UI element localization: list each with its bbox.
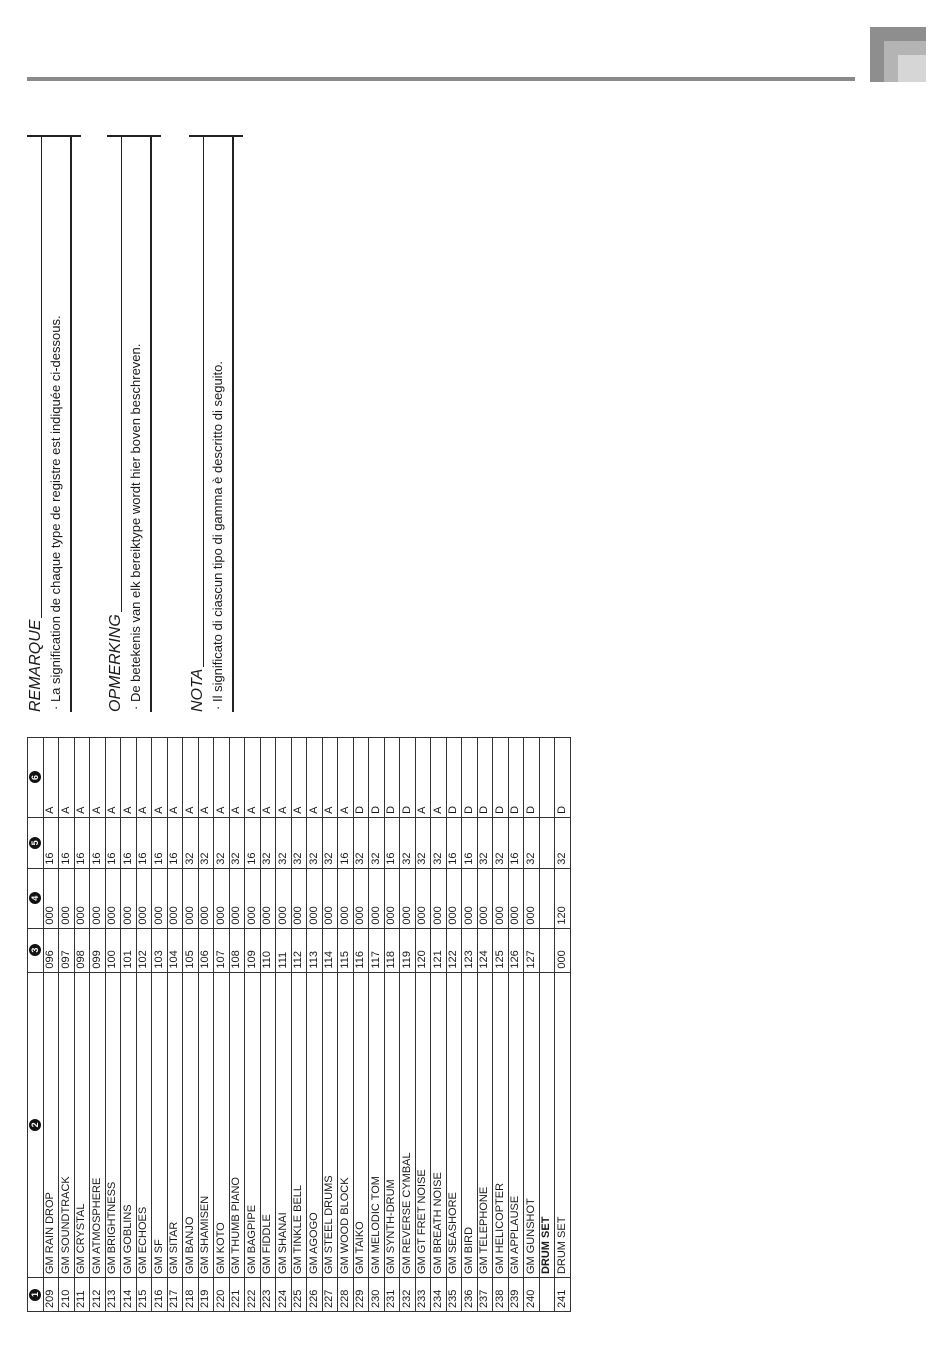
col-5-header: 5	[28, 817, 44, 868]
table-cell: 32	[400, 817, 416, 868]
table-cell: 000	[198, 868, 214, 928]
table-row	[105, 738, 121, 1312]
table-row	[121, 738, 137, 1312]
table-cell: 099	[90, 928, 106, 972]
table-cell: 000	[214, 868, 230, 928]
table-cell: 109	[245, 928, 261, 972]
table-header-row	[28, 738, 44, 1312]
table-cell: D	[384, 738, 400, 818]
table-cell: GM GUNSHOT	[524, 972, 540, 1277]
table-row	[152, 738, 168, 1312]
table-cell: 16	[121, 817, 137, 868]
note-nota: NOTA · Il significato di ciascun tipo di gamma è descritto di seguito.	[189, 135, 243, 712]
table-cell: 125	[493, 928, 509, 972]
table-cell: 16	[59, 817, 75, 868]
table-cell: 000	[353, 868, 369, 928]
table-cell: GM STEEL DRUMS	[322, 972, 338, 1277]
table-cell: 000	[276, 868, 292, 928]
table-cell: 000	[322, 868, 338, 928]
table-row	[260, 738, 276, 1312]
table-cell: A	[74, 738, 90, 818]
table-cell: 211	[74, 1278, 90, 1312]
table-cell: A	[276, 738, 292, 818]
table-row	[369, 738, 385, 1312]
table-cell: 226	[307, 1278, 323, 1312]
table-row	[400, 738, 416, 1312]
table-cell: 227	[322, 1278, 338, 1312]
table-cell: A	[183, 738, 199, 818]
table-row	[276, 738, 292, 1312]
table-cell: GM SYNTH-DRUM	[384, 972, 400, 1277]
table-cell: 115	[338, 928, 354, 972]
table-cell: 000	[183, 868, 199, 928]
table-row	[508, 738, 524, 1312]
table-cell: 209	[43, 1278, 59, 1312]
table-cell: A	[198, 738, 214, 818]
table-cell: 232	[400, 1278, 416, 1312]
table-cell: GM FIDDLE	[260, 972, 276, 1277]
table-cell: 32	[322, 817, 338, 868]
table-row	[90, 738, 106, 1312]
table-cell: 16	[508, 817, 524, 868]
table-cell: 098	[74, 928, 90, 972]
table-cell: 32	[477, 817, 493, 868]
table-cell: 000	[245, 868, 261, 928]
table-cell: 236	[462, 1278, 478, 1312]
table-cell: 16	[152, 817, 168, 868]
table-row	[167, 738, 183, 1312]
table-row	[74, 738, 90, 1312]
table-cell: 16	[167, 817, 183, 868]
table-cell: GM BANJO	[183, 972, 199, 1277]
table-cell: A	[43, 738, 59, 818]
table-cell: 000	[384, 868, 400, 928]
table-cell: 000	[229, 868, 245, 928]
table-row	[136, 738, 152, 1312]
table-cell: 237	[477, 1278, 493, 1312]
note-title: NOTA	[189, 668, 206, 712]
table-cell	[539, 738, 555, 818]
table-cell: 240	[524, 1278, 540, 1312]
table-cell: 230	[369, 1278, 385, 1312]
table-cell: A	[136, 738, 152, 818]
table-cell: A	[307, 738, 323, 818]
note-remarque: REMARQUE · La signification de chaque type de registre est indiquée ci-dessous.	[27, 135, 81, 712]
table-cell: 000	[477, 868, 493, 928]
table-cell: A	[322, 738, 338, 818]
table-cell: 000	[400, 868, 416, 928]
table-cell: A	[59, 738, 75, 818]
note-title: REMARQUE	[27, 619, 44, 712]
table-cell: 127	[524, 928, 540, 972]
table-body	[43, 738, 570, 1312]
table-cell: 126	[508, 928, 524, 972]
table-cell: D	[493, 738, 509, 818]
table-cell: A	[229, 738, 245, 818]
table-cell: 000	[152, 868, 168, 928]
table-row	[229, 738, 245, 1312]
table-cell: 16	[245, 817, 261, 868]
table-cell: 120	[415, 928, 431, 972]
table-cell: 32	[431, 817, 447, 868]
table-cell: 238	[493, 1278, 509, 1312]
section-label: DRUM SET	[539, 972, 555, 1277]
note-opmerking: OPMERKING · De betekenis van elk bereiktype wordt hier boven beschreven.	[107, 135, 161, 712]
table-cell: 241	[555, 1278, 571, 1312]
table-cell: GM MELODIC TOM	[369, 972, 385, 1277]
table-cell: 000	[167, 868, 183, 928]
table-cell: GM ECHOES	[136, 972, 152, 1277]
table-cell: GM SITAR	[167, 972, 183, 1277]
table-cell: 119	[400, 928, 416, 972]
table-cell: 000	[307, 868, 323, 928]
table-row	[555, 738, 571, 1312]
table-cell: 212	[90, 1278, 106, 1312]
note-body: Il significato di ciascun tipo di gamma è descritto di seguito.	[210, 360, 225, 703]
table-row	[338, 738, 354, 1312]
table-cell: 16	[74, 817, 90, 868]
table-cell: 221	[229, 1278, 245, 1312]
table-cell: 210	[59, 1278, 75, 1312]
table-cell: 113	[307, 928, 323, 972]
table-cell: 118	[384, 928, 400, 972]
table-cell: GM SOUNDTRACK	[59, 972, 75, 1277]
table-row	[384, 738, 400, 1312]
table-cell: 217	[167, 1278, 183, 1312]
table-row	[214, 738, 230, 1312]
col-6-header: 6	[28, 738, 44, 818]
table-cell: 32	[555, 817, 571, 868]
table-cell: 000	[59, 868, 75, 928]
table-row	[322, 738, 338, 1312]
table-row	[198, 738, 214, 1312]
table-cell: 223	[260, 1278, 276, 1312]
table-cell: D	[477, 738, 493, 818]
table-cell: 231	[384, 1278, 400, 1312]
table-cell: 32	[183, 817, 199, 868]
table-row	[43, 738, 59, 1312]
table-cell: 120	[555, 868, 571, 928]
table-cell: D	[555, 738, 571, 818]
table-cell: 000	[90, 868, 106, 928]
table-cell: 000	[431, 868, 447, 928]
table-row	[477, 738, 493, 1312]
notes-rotated	[27, 135, 247, 712]
table-cell: 000	[291, 868, 307, 928]
table-cell: D	[508, 738, 524, 818]
tone-table	[27, 737, 571, 1312]
table-cell: 16	[90, 817, 106, 868]
table-cell: A	[260, 738, 276, 818]
table-cell: 121	[431, 928, 447, 972]
table-row	[462, 738, 478, 1312]
table-cell: 000	[555, 928, 571, 972]
table-row	[59, 738, 75, 1312]
table-cell: A	[291, 738, 307, 818]
table-row	[446, 738, 462, 1312]
table-row	[524, 738, 540, 1312]
table-section-row	[539, 738, 555, 1312]
table-cell: GM RAIN DROP	[43, 972, 59, 1277]
tone-table-rotated	[27, 737, 568, 1312]
table-cell: GM TINKLE BELL	[291, 972, 307, 1277]
table-cell: 000	[369, 868, 385, 928]
table-cell	[539, 928, 555, 972]
table-cell: 214	[121, 1278, 137, 1312]
table-cell: A	[105, 738, 121, 818]
table-cell: 224	[276, 1278, 292, 1312]
table-cell: GM TAIKO	[353, 972, 369, 1277]
table-cell: GM KOTO	[214, 972, 230, 1277]
table-cell: 32	[276, 817, 292, 868]
table-cell: 102	[136, 928, 152, 972]
table-cell: A	[245, 738, 261, 818]
table-cell: GM AGOGO	[307, 972, 323, 1277]
table-cell: 32	[353, 817, 369, 868]
table-cell: 123	[462, 928, 478, 972]
table-cell: 32	[415, 817, 431, 868]
table-cell: 000	[524, 868, 540, 928]
table-cell: 103	[152, 928, 168, 972]
table-cell: 000	[446, 868, 462, 928]
corner-tab-decoration	[870, 27, 926, 82]
table-cell: 225	[291, 1278, 307, 1312]
table-row	[291, 738, 307, 1312]
col-3-header: 3	[28, 928, 44, 972]
table-cell: 219	[198, 1278, 214, 1312]
col-1-header: 1	[28, 1278, 44, 1312]
table-cell: 100	[105, 928, 121, 972]
table-cell: 222	[245, 1278, 261, 1312]
table-cell: GM GOBLINS	[121, 972, 137, 1277]
note-body: De betekenis van elk bereiktype wordt hier boven beschreven.	[128, 343, 143, 703]
table-cell: GM CRYSTAL	[74, 972, 90, 1277]
table-cell: 112	[291, 928, 307, 972]
table-cell: GM THUMB PIANO	[229, 972, 245, 1277]
table-cell: D	[524, 738, 540, 818]
table-cell: 228	[338, 1278, 354, 1312]
table-cell: GM BREATH NOISE	[431, 972, 447, 1277]
table-cell: D	[353, 738, 369, 818]
table-cell: D	[400, 738, 416, 818]
table-cell: 234	[431, 1278, 447, 1312]
table-row	[307, 738, 323, 1312]
table-cell: 32	[229, 817, 245, 868]
table-row	[183, 738, 199, 1312]
table-cell: 233	[415, 1278, 431, 1312]
table-cell: GM HELICOPTER	[493, 972, 509, 1277]
table-cell: 32	[369, 817, 385, 868]
table-cell: GM SHANAI	[276, 972, 292, 1277]
table-cell: 215	[136, 1278, 152, 1312]
table-cell: 108	[229, 928, 245, 972]
note-body: La signification de chaque type de registre est indiquée ci-dessous.	[48, 315, 63, 703]
table-cell: A	[338, 738, 354, 818]
table-cell: 32	[524, 817, 540, 868]
table-cell: 000	[136, 868, 152, 928]
table-cell: 000	[43, 868, 59, 928]
table-cell: 110	[260, 928, 276, 972]
table-cell: A	[152, 738, 168, 818]
table-cell: A	[121, 738, 137, 818]
top-rule	[27, 77, 855, 81]
table-cell: GM ATMOSPHERE	[90, 972, 106, 1277]
table-cell: 000	[415, 868, 431, 928]
table-cell: DRUM SET	[555, 972, 571, 1277]
table-cell: D	[446, 738, 462, 818]
table-cell: 124	[477, 928, 493, 972]
table-cell: 216	[152, 1278, 168, 1312]
table-cell: GM APPLAUSE	[508, 972, 524, 1277]
table-cell: 229	[353, 1278, 369, 1312]
table-cell: 213	[105, 1278, 121, 1312]
table-cell: 104	[167, 928, 183, 972]
table-cell: 117	[369, 928, 385, 972]
table-cell	[539, 868, 555, 928]
table-cell	[539, 1278, 555, 1312]
table-cell: 239	[508, 1278, 524, 1312]
table-cell: A	[90, 738, 106, 818]
table-cell: 000	[338, 868, 354, 928]
table-cell: 000	[462, 868, 478, 928]
table-cell: 096	[43, 928, 59, 972]
table-cell: 220	[214, 1278, 230, 1312]
table-cell: D	[369, 738, 385, 818]
table-cell: 122	[446, 928, 462, 972]
table-cell: A	[214, 738, 230, 818]
table-cell: GM BAGPIPE	[245, 972, 261, 1277]
table-cell: 000	[508, 868, 524, 928]
table-cell: 32	[198, 817, 214, 868]
table-cell: 105	[183, 928, 199, 972]
table-cell: 101	[121, 928, 137, 972]
table-cell: 235	[446, 1278, 462, 1312]
table-cell: 114	[322, 928, 338, 972]
note-title: OPMERKING	[107, 614, 124, 712]
table-row	[415, 738, 431, 1312]
table-cell: 16	[384, 817, 400, 868]
table-cell: 16	[105, 817, 121, 868]
table-cell: 16	[462, 817, 478, 868]
table-cell: 32	[307, 817, 323, 868]
table-row	[431, 738, 447, 1312]
table-cell: GM BRIGHTNESS	[105, 972, 121, 1277]
table-cell: 000	[493, 868, 509, 928]
table-cell: D	[462, 738, 478, 818]
table-row	[245, 738, 261, 1312]
table-row	[353, 738, 369, 1312]
table-cell: A	[167, 738, 183, 818]
table-cell: 16	[338, 817, 354, 868]
table-cell: 111	[276, 928, 292, 972]
table-cell: GM TELEPHONE	[477, 972, 493, 1277]
table-cell: 218	[183, 1278, 199, 1312]
table-cell: 32	[493, 817, 509, 868]
table-cell: 106	[198, 928, 214, 972]
table-cell: 107	[214, 928, 230, 972]
table-cell: 16	[43, 817, 59, 868]
col-4-header: 4	[28, 868, 44, 928]
table-cell: 000	[121, 868, 137, 928]
table-cell: 32	[214, 817, 230, 868]
table-cell: GM BIRD	[462, 972, 478, 1277]
table-cell: 000	[74, 868, 90, 928]
table-cell: GM WOOD BLOCK	[338, 972, 354, 1277]
table-cell: 000	[260, 868, 276, 928]
table-cell	[539, 817, 555, 868]
table-cell: A	[415, 738, 431, 818]
table-cell: 000	[105, 868, 121, 928]
table-cell: GM GT FRET NOISE	[415, 972, 431, 1277]
table-cell: A	[431, 738, 447, 818]
table-cell: 116	[353, 928, 369, 972]
table-cell: GM SF	[152, 972, 168, 1277]
table-cell: 16	[446, 817, 462, 868]
table-cell: GM REVERSE CYMBAL	[400, 972, 416, 1277]
table-cell: GM SHAMISEN	[198, 972, 214, 1277]
table-cell: 097	[59, 928, 75, 972]
col-2-header: 2	[28, 972, 44, 1277]
table-row	[493, 738, 509, 1312]
table-cell: GM SEASHORE	[446, 972, 462, 1277]
table-cell: 32	[260, 817, 276, 868]
table-cell: 32	[291, 817, 307, 868]
table-cell: 16	[136, 817, 152, 868]
